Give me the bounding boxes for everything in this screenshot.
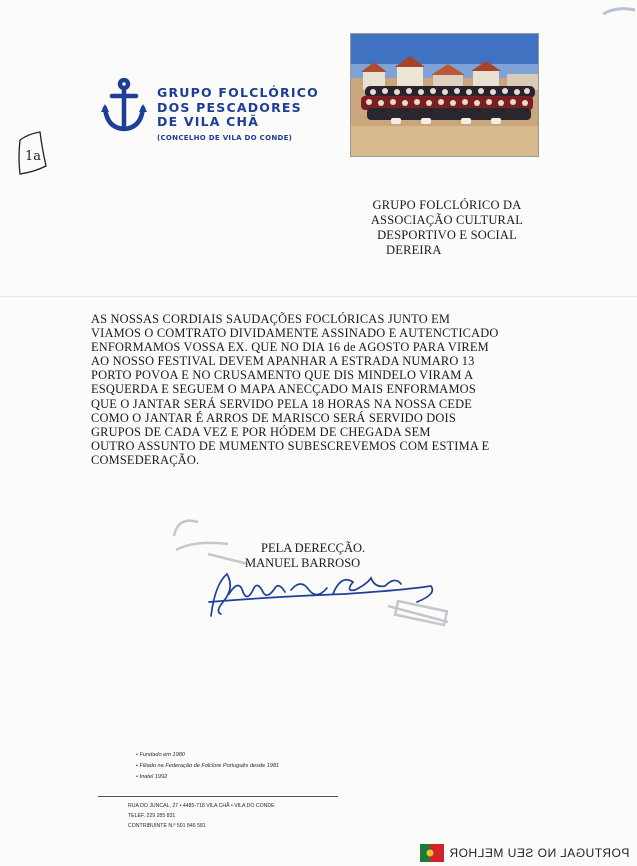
phone-line: TELEF. 229 285 831: [128, 812, 176, 819]
body-line: VIAMOS O COMTRATO DIVIDAMENTE ASSINADO E AUTENCTICADO: [91, 326, 499, 341]
portugal-badge-text: PORTUGAL NO SEU MELHOR: [449, 846, 630, 860]
org-line: DOS PESCADORES: [157, 99, 302, 115]
footer-fact: • Filiado na Federação de Folclore Português desde 1981: [136, 761, 338, 772]
recipient-address: [362, 198, 532, 258]
org-subtitle: (CONCELHO DE VILA DO CONDE): [157, 133, 293, 142]
body-line: OUTRO ASSUNTO DE MUMENTO SUBESCREVEMOS COM ESTIMA E: [91, 438, 490, 453]
footer-divider: [98, 796, 338, 797]
handwritten-signature: [205, 568, 445, 620]
body-line: AS NOSSAS CORDIAIS SAUDAÇÕES FOCLÓRICAS JUNTO EM: [91, 312, 451, 326]
recipient-line: DEREIRA: [386, 243, 442, 257]
body-line: ESQUERDA E SEGUEM O MAPA ANECÇADO MAIS ENFORMAMOS: [91, 382, 476, 397]
recipient-line: DESPORTIVO E SOCIAL: [377, 228, 517, 242]
footer-facts: [128, 750, 338, 784]
org-line: DE VILA CHÃ: [157, 114, 260, 129]
body-line: COMO O JANTAR É ARROS DE MARISCO SERÁ SERVIDO DOIS: [91, 410, 456, 425]
body-line: COMSEDERAÇÃO.: [91, 452, 200, 467]
letter-body: [91, 312, 551, 467]
handwritten-page-mark: [16, 128, 50, 178]
letterhead-footer: [128, 750, 338, 831]
address-line: RUA DO JUNCAL, 27 • 4485-718 VILA CHÃ • VILA DO CONDE: [128, 802, 275, 809]
signatory-name: MANUEL BARROSO: [245, 556, 361, 570]
paper-fold-line: [0, 296, 637, 297]
body-line: PORTO POVOA E NO CRUSAMENTO QUE DIS MINDELO VIRAM A: [91, 368, 474, 383]
body-line: GRUPOS DE CADA VEZ E POR HÓDEM DE CHEGADA SEM: [91, 424, 431, 439]
footer-fact: • Fundado em 1980: [136, 750, 338, 761]
page-mark-text: 1a: [25, 149, 42, 164]
group-photo: [350, 33, 539, 157]
closing-line: PELA DERECÇÃO.: [261, 541, 366, 555]
recipient-line: ASSOCIAÇÃO CULTURAL: [370, 213, 524, 227]
scan-corner-mark: [595, 0, 637, 20]
closing-block: [245, 541, 365, 571]
body-line: QUE O JANTAR SERÁ SERVIDO PELA 18 HORAS NA NOSSA CEDE: [91, 396, 473, 411]
tax-id-line: CONTRIBUINTE N.º 501 846 581: [128, 822, 206, 829]
organization-name: [157, 85, 319, 145]
anchor-icon: [100, 78, 148, 134]
footer-fact: • Inatel 1992: [136, 772, 338, 783]
body-line: ENFORMAMOS VOSSA EX. QUE NO DIA 16 de AGOSTO PARA VIREM: [91, 340, 489, 355]
portugal-flag-icon: [420, 844, 444, 862]
org-line: GRUPO FOLCLÓRICO: [157, 85, 319, 100]
body-line: AO NOSSO FESTIVAL DEVEM APANHAR A ESTRADA NUMARO 13: [91, 354, 475, 369]
footer-address: [128, 801, 338, 831]
recipient-line: GRUPO FOLCLÓRICO DA: [372, 198, 522, 212]
